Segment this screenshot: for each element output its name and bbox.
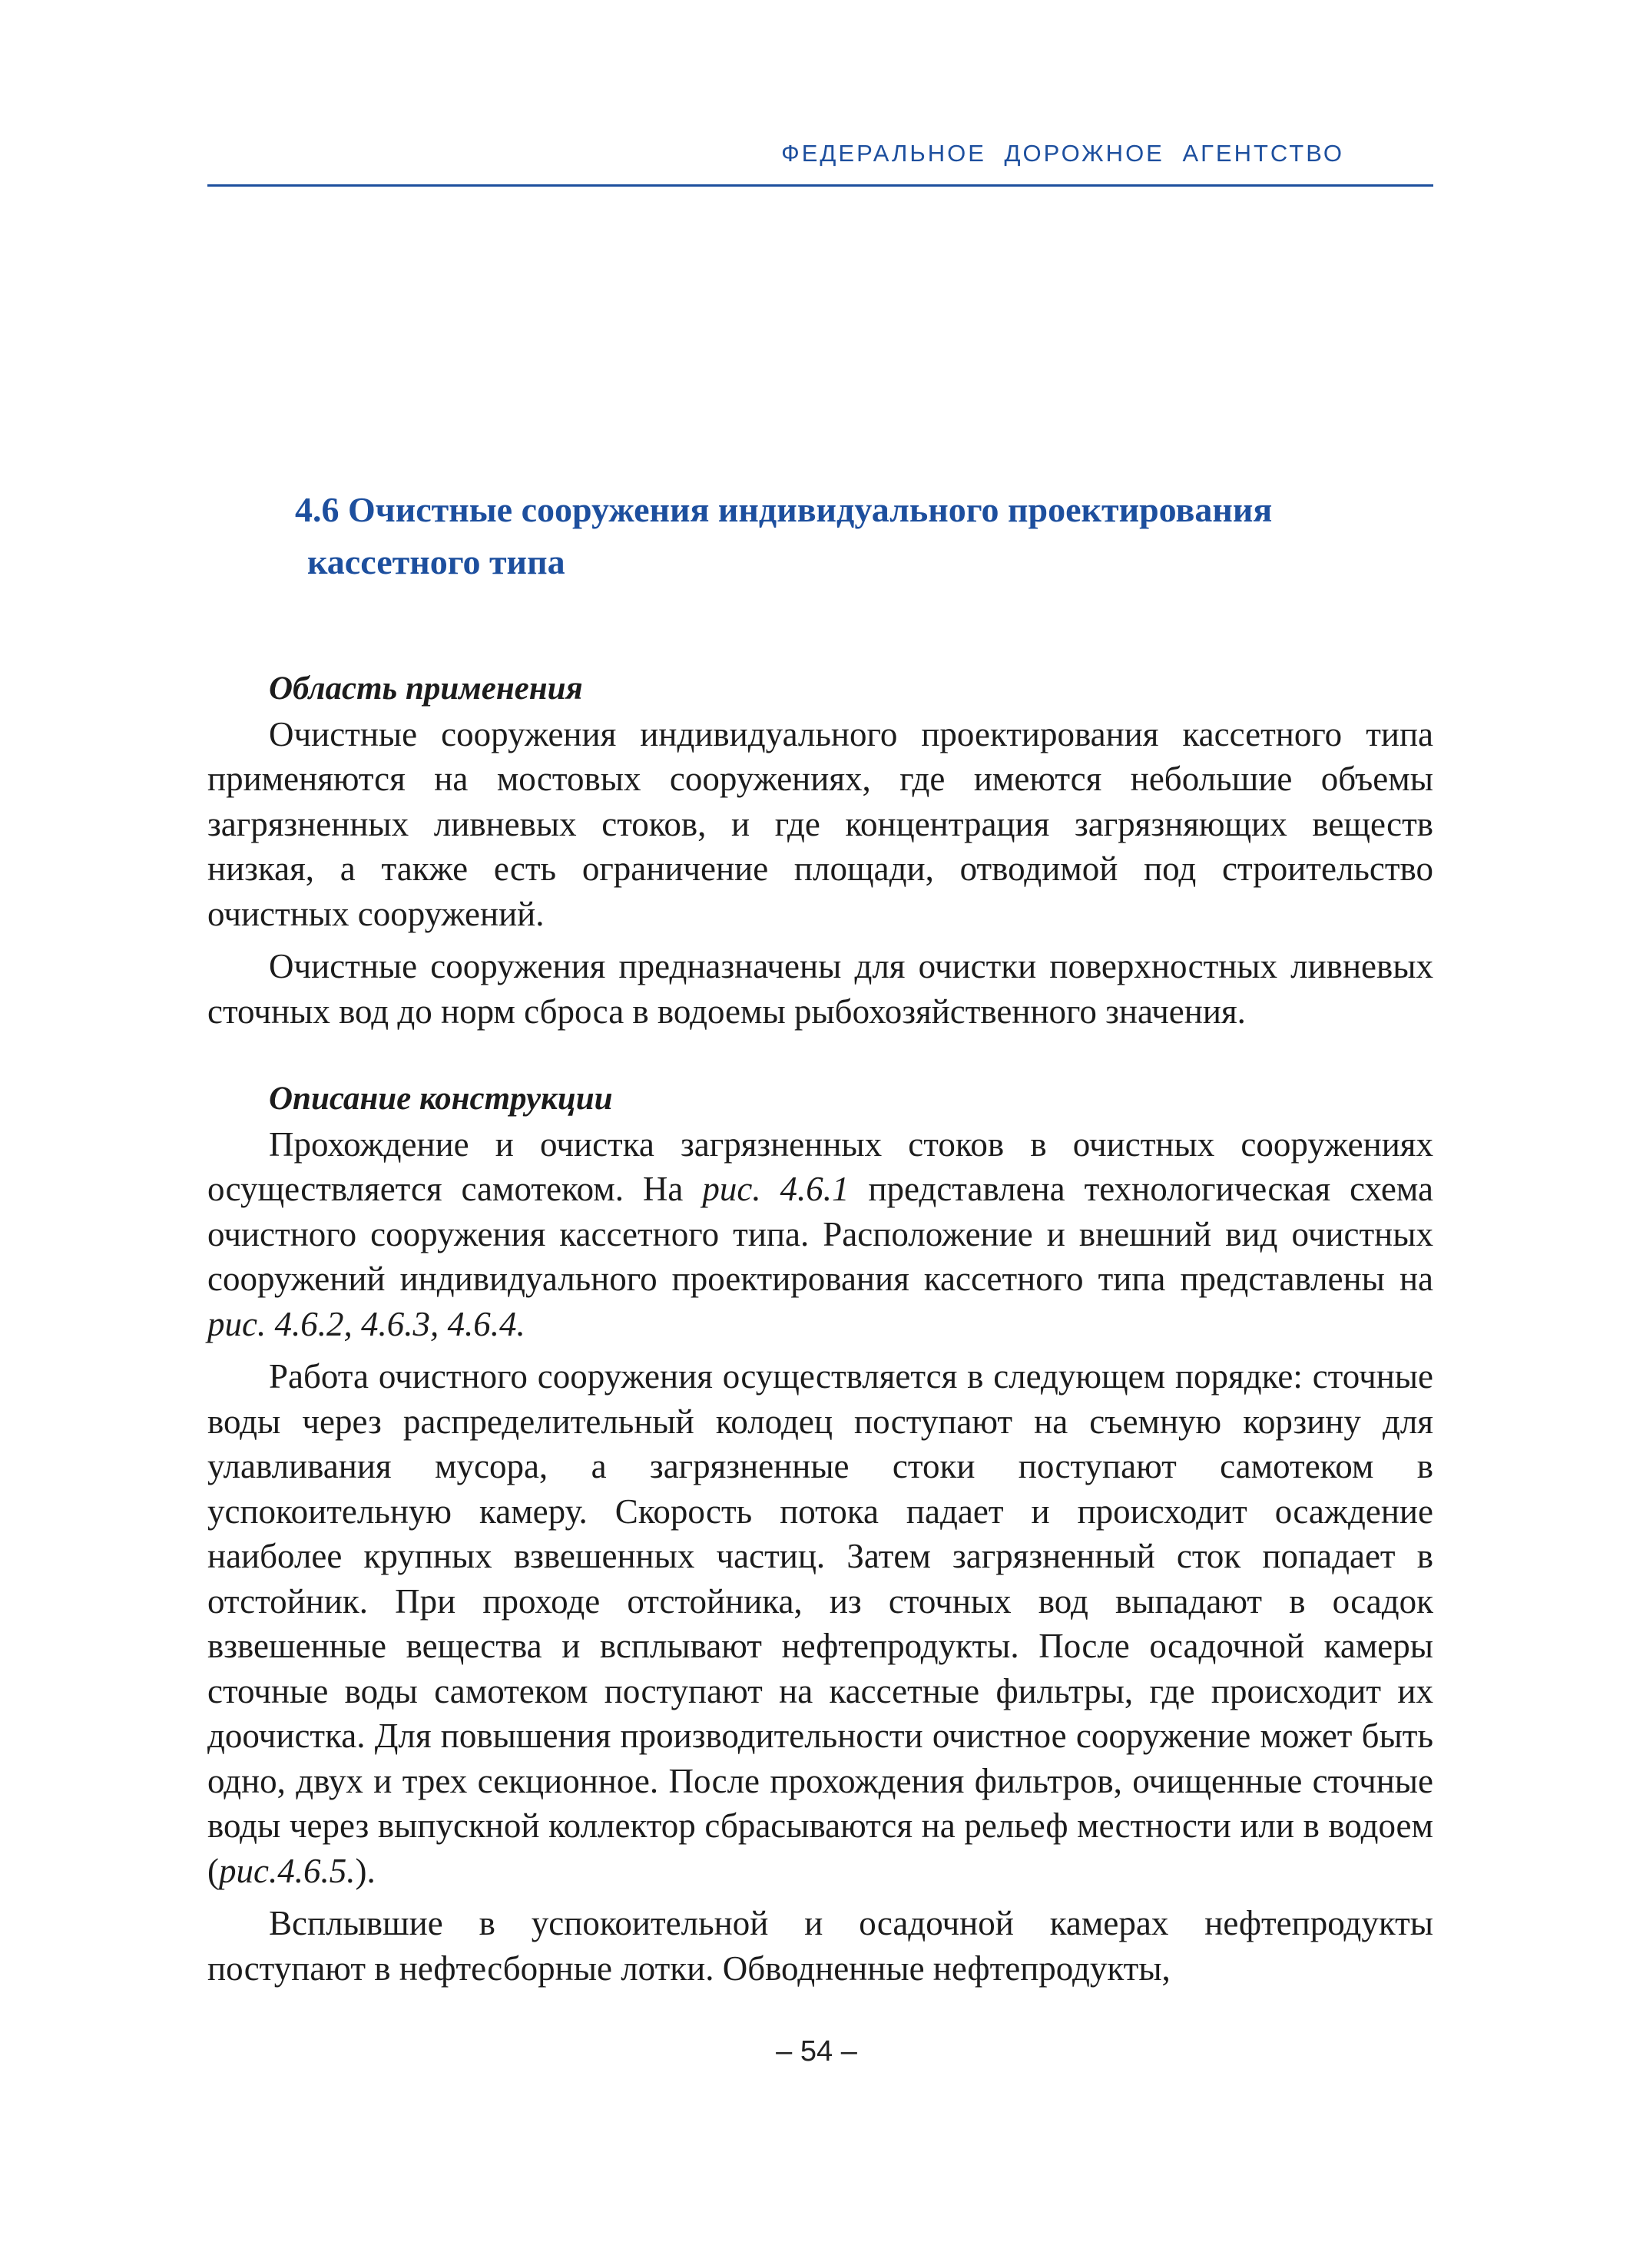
text-run: Работа очистного сооружения осуществляется в следующем порядке: сточные воды через распределительный колодец поступают на съемную корзину для улавливания мусора, а загрязненные стоки поступают самотеком в успокоительную камеру. Скорость потока падает и происходит осаждение наиболее крупных взвешенных частиц. Затем загрязненный сток попадает в отстойник. При проходе отстойника, из сточных вод выпадают в осадок взвешенные вещества и всплывают нефтепродукты. После осадочной камеры сточные воды самотеком поступают на кассетные фильтры, где происходит их доочистка. Для повышения производительности очистное сооружение может быть одно, двух и трех секционное. После прохождения фильтров, очищенные сточные воды через выпускной коллектор сбрасываются на рельеф местности или в водоем (: [207, 1357, 1433, 1890]
subheading-application: Область применения: [269, 670, 583, 707]
section-title-line-2: кассетного типа: [307, 542, 565, 581]
text-run: Прохождение и очистка загрязненных стоков в очистных сооружениях осуществляется самотеком. На: [207, 1124, 1433, 1208]
paragraph: [207, 1354, 1433, 1893]
body-text: [207, 667, 1433, 1991]
text-run: представлена технологическая схема очистного сооружения кассетного типа. Расположение и внешний вид очистных сооружений индивидуального проектирования кассетного типа представлены на: [207, 1170, 1433, 1298]
paragraph: Очистные сооружения индивидуального проектирования кассетного типа применяются на мостовых сооружениях, где имеются небольшие объемы загрязненных ливневых стоков, и где концентрация загрязняющих веществ низкая, а также есть ограничение площади, отводимой под строительство очистных сооружений.: [207, 714, 1433, 933]
text-run: ).: [355, 1851, 376, 1890]
paragraph: [207, 1122, 1433, 1347]
paragraph: Всплывшие в успокоительной и осадочной камерах нефтепродукты поступают в нефтесборные лотки. Обводненные нефтепродукты,: [207, 1904, 1433, 1988]
subheading-construction: Описание конструкции: [269, 1081, 613, 1117]
figure-reference: рис.4.6.5.: [219, 1851, 356, 1890]
section-title-line-1: 4.6 Очистные сооружения индивидуального проектирования: [295, 490, 1273, 529]
header-divider: [207, 184, 1433, 187]
page-number: – 54 –: [776, 2035, 857, 2068]
figure-reference: рис. 4.6.1: [702, 1170, 850, 1208]
running-header: ФЕДЕРАЛЬНОЕ ДОРОЖНОЕ АГЕНТСТВО: [781, 140, 1344, 167]
paragraph: Очистные сооружения предназначены для очистки поверхностных ливневых сточных вод до норм сброса в водоемы рыбохозяйственного значения.: [207, 947, 1433, 1031]
figure-reference: рис. 4.6.2, 4.6.3, 4.6.4.: [207, 1304, 525, 1343]
section-title: [295, 484, 1432, 588]
